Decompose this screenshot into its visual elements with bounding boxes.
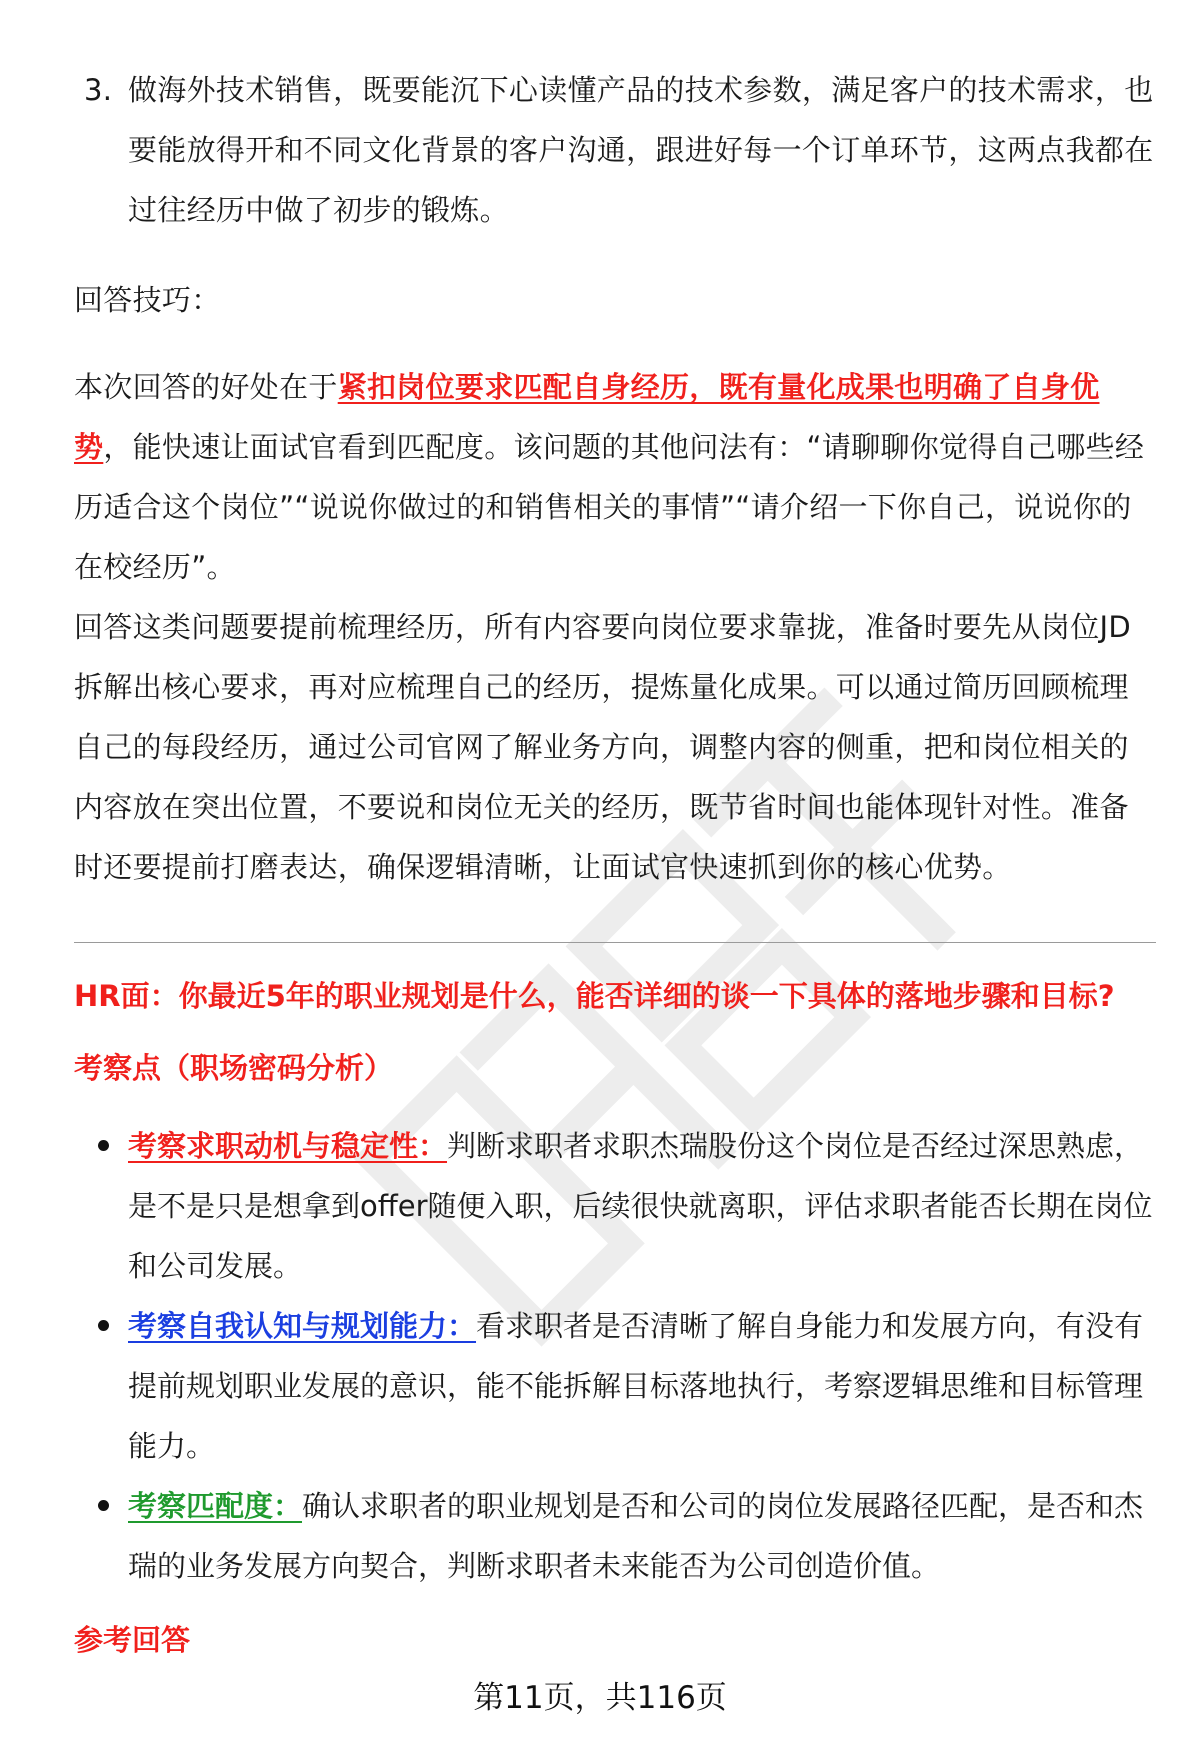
bullet-text: 判断求职者求职杰瑞股份这个岗位是否经过深思熟虑，是不是只是想拿到offer随便入职，后续很快就离职，评估求职者能否长期在岗位和公司发展。 — [128, 1129, 1153, 1283]
bullet-text: 看求职者是否清晰了解自身能力和发展方向，有没有提前规划职业发展的意识，能不能拆解目标落地执行，考察逻辑思维和目标管理能力。 — [128, 1309, 1144, 1463]
bullet-item — [98, 1116, 1158, 1296]
tips-paragraph-2: 回答这类问题要提前梳理经历，所有内容要向岗位要求靠拢，准备时要先从岗位JD拆解出核心要求，再对应梳理自己的经历，提炼量化成果。可以通过简历回顾梳理自己的每段经历，通过公司官网了解业务方向，调整内容的侧重，把和岗位相关的内容放在突出位置，不要说和岗位无关的经历，既节省时间也能体现针对性。准备时还要提前打磨表达，确保逻辑清晰，让面试官快速抓到你的核心优势。 — [74, 610, 1131, 884]
tips-paragraph-1 — [74, 357, 1154, 597]
reference-answer-title: 参考回答 — [74, 1623, 191, 1657]
bullet-label: 考察自我认知与规划能力： — [128, 1309, 477, 1343]
bullet-item — [98, 1476, 1158, 1596]
bullet-item — [98, 1296, 1158, 1476]
section-title: 考察点（职场密码分析） — [74, 1051, 394, 1085]
para1-suffix: ，能快速让面试官看到匹配度。该问题的其他问法有：“请聊聊你觉得自己哪些经历适合这个岗位”“说说你做过的和销售相关的事情”“请介绍一下你自己，说说你的在校经历”。 — [74, 430, 1145, 584]
hr-question-heading: HR面：你最近5年的职业规划是什么，能否详细的谈一下具体的落地步骤和目标? — [74, 979, 1115, 1013]
para1-prefix: 本次回答的好处在于 — [74, 370, 338, 404]
para1-highlight: 紧扣岗位要求匹配自身经历，既有量化成果也明确了自身优势 — [74, 370, 1100, 464]
bullet-dot-icon — [98, 1500, 109, 1511]
bullet-label: 考察求职动机与稳定性： — [128, 1129, 448, 1163]
bullet-label: 考察匹配度： — [128, 1489, 303, 1523]
item-number: 3. — [84, 73, 113, 107]
item-text: 做海外技术销售，既要能沉下心读懂产品的技术参数，满足客户的技术需求，也要能放得开和不同文化背景的客户沟通，跟进好每一个订单环节，这两点我都在过往经历中做了初步的锻炼。 — [128, 73, 1154, 227]
tips-title: 回答技巧： — [74, 283, 221, 317]
numbered-item-3 — [84, 60, 1164, 240]
page-footer: 第11页，共116页 — [473, 1680, 727, 1716]
section-divider — [74, 942, 1156, 943]
bullet-dot-icon — [98, 1320, 109, 1331]
bullet-dot-icon — [98, 1140, 109, 1151]
bullet-text: 确认求职者的职业规划是否和公司的岗位发展路径匹配，是否和杰瑞的业务发展方向契合，判断求职者未来能否为公司创造价值。 — [128, 1489, 1144, 1583]
